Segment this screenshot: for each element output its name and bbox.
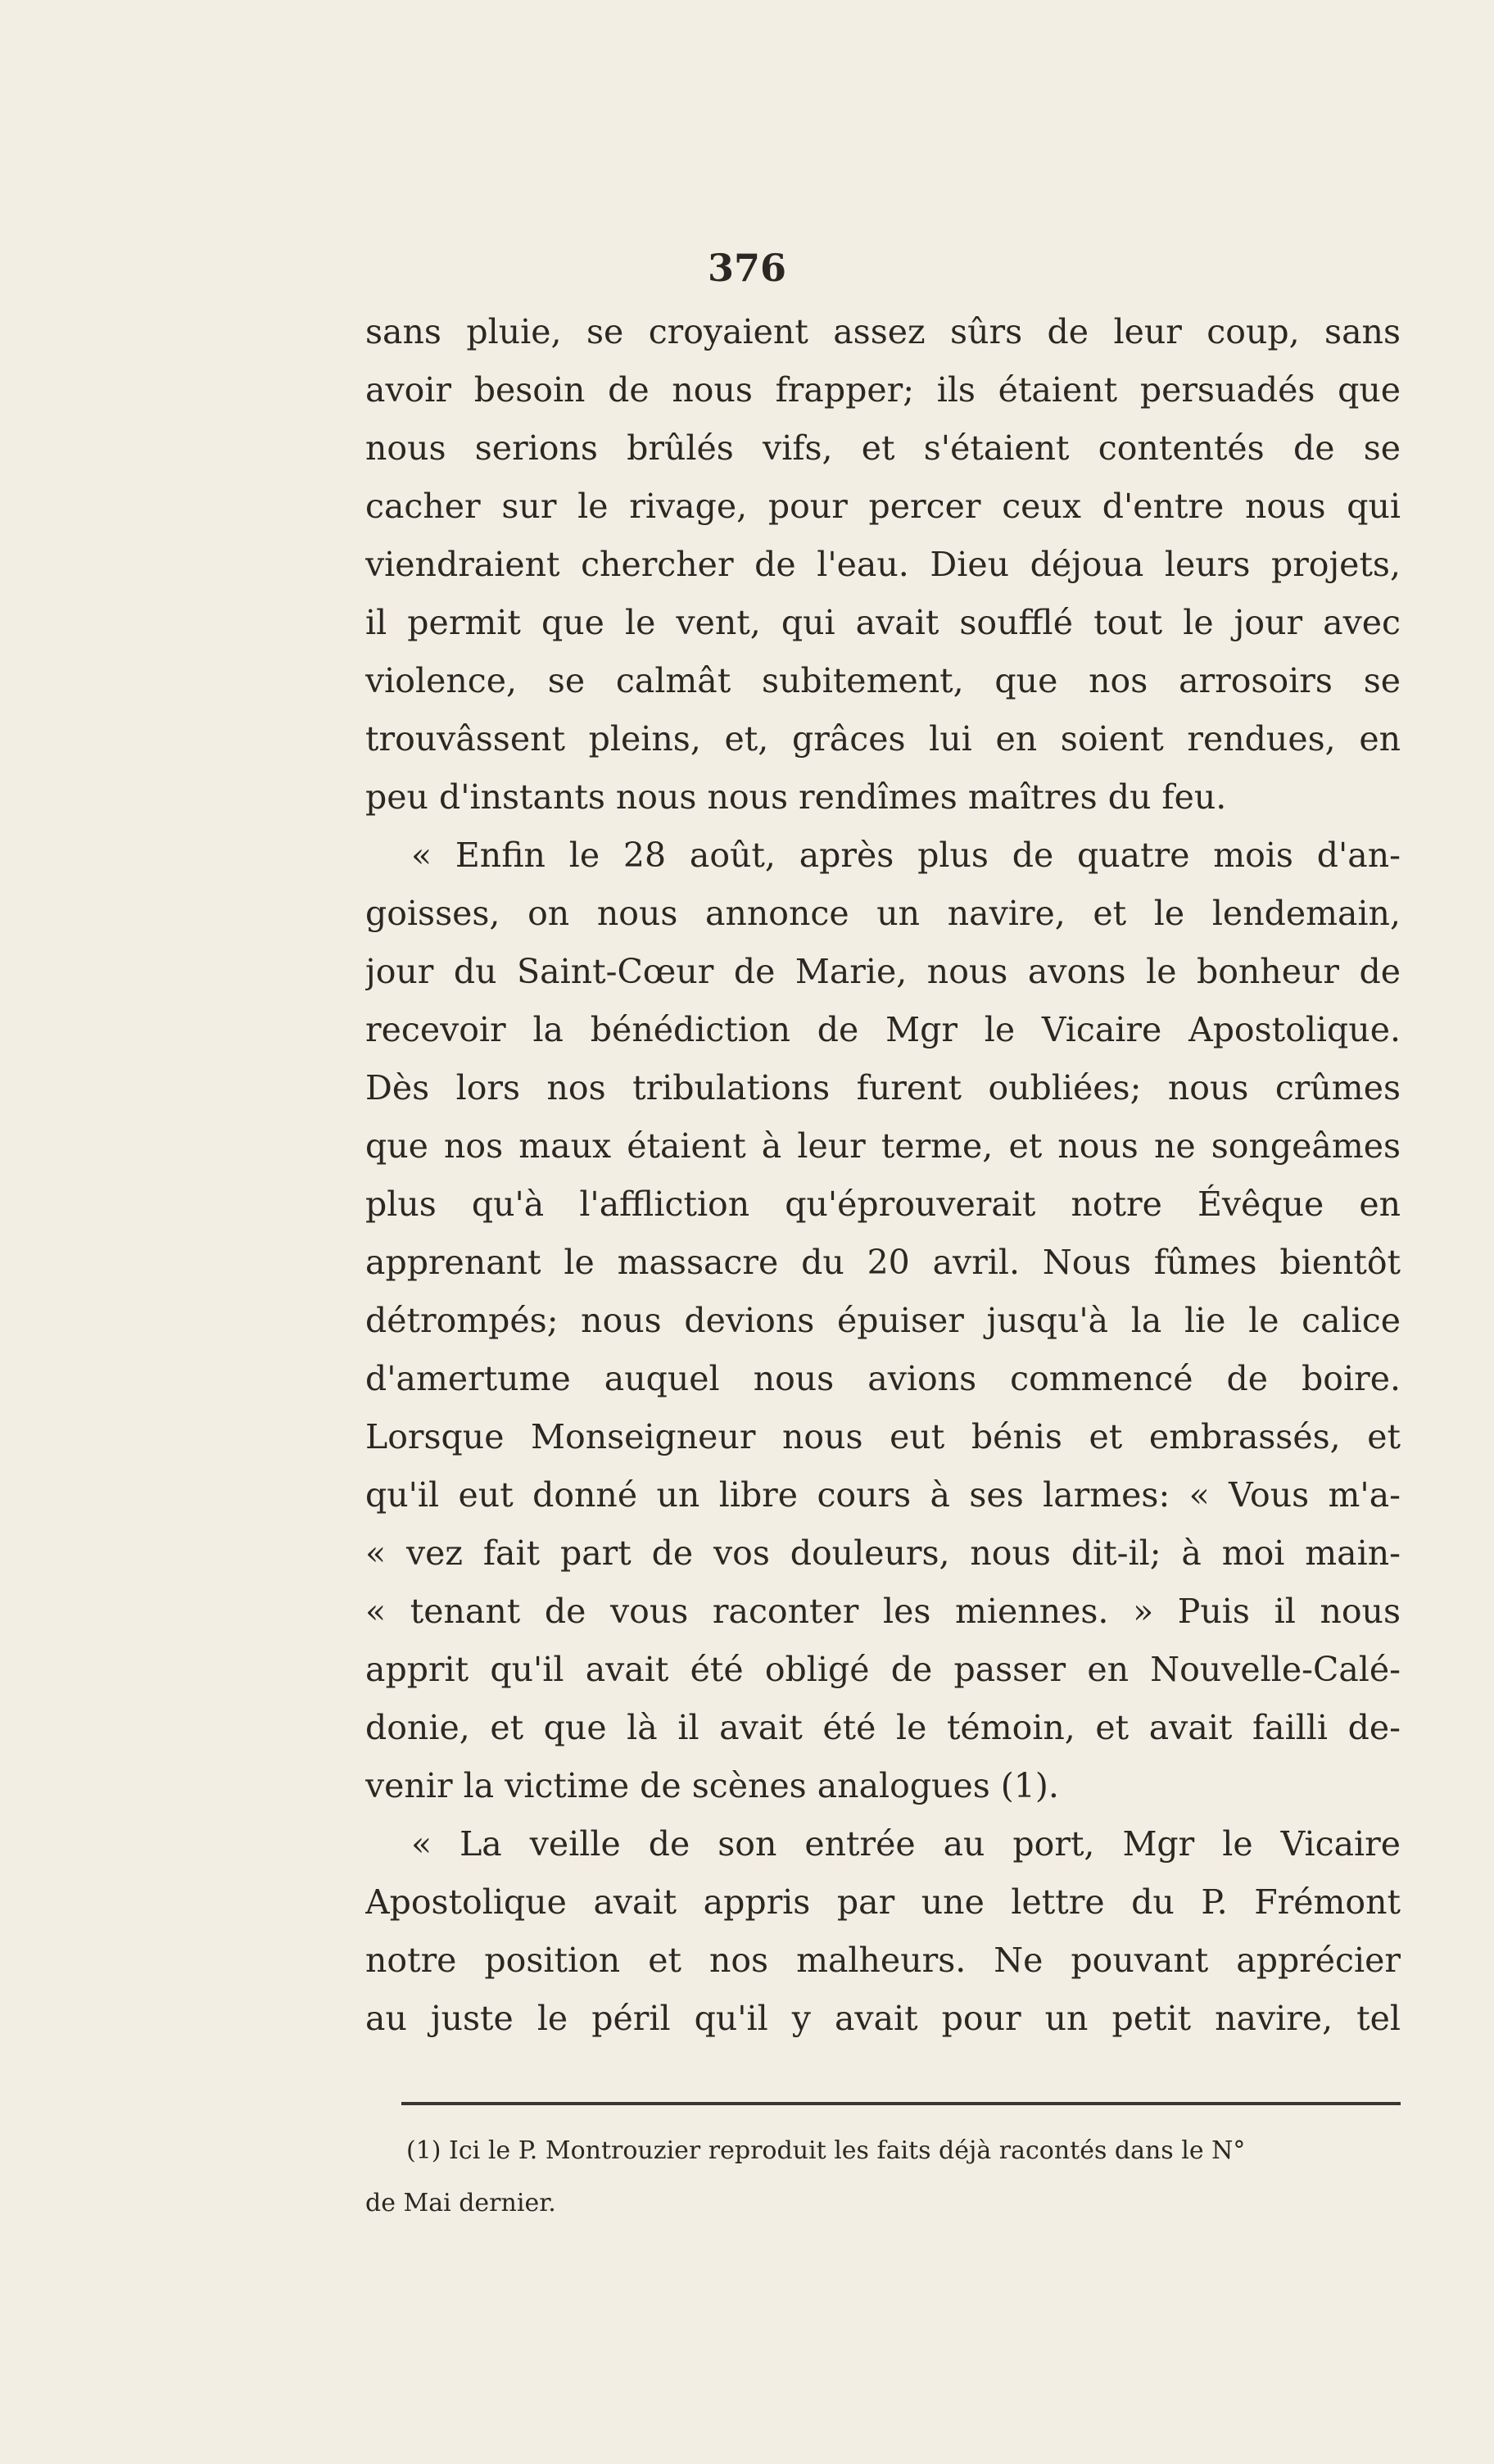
footnote-line: de Mai dernier. xyxy=(365,2189,556,2217)
text-line: Apostolique avait appris par une lettre du P. Frémont xyxy=(365,1882,1401,1922)
text-line: donie, et que là il avait été le témoin, et avait failli de- xyxy=(365,1708,1401,1747)
text-line: Dès lors nos tribulations furent oubliées; nous crûmes xyxy=(365,1068,1401,1107)
text-line: nous serions brûlés vifs, et s'étaient contentés de se xyxy=(365,428,1401,468)
footnote-line: (1) Ici le P. Montrouzier reproduit les faits déjà racontés dans le N° xyxy=(406,2136,1246,2165)
text-line: viendraient chercher de l'eau. Dieu déjoua leurs projets, xyxy=(365,545,1401,584)
text-line: Lorsque Monseigneur nous eut bénis et embrassés, et xyxy=(365,1417,1401,1456)
text-line: plus qu'à l'affliction qu'éprouverait notre Évêque en xyxy=(365,1184,1401,1224)
body-text xyxy=(365,303,1401,2048)
text-line: « vez fait part de vos douleurs, nous dit-il; à moi main- xyxy=(365,1533,1401,1573)
text-line: détrompés; nous devions épuiser jusqu'à la lie le calice xyxy=(365,1301,1401,1340)
text-line: trouvâssent pleins, et, grâces lui en soient rendues, en xyxy=(365,719,1401,759)
text-line: « La veille de son entrée au port, Mgr le Vicaire xyxy=(411,1824,1401,1864)
text-line: venir la victime de scènes analogues (1). xyxy=(365,1766,1059,1805)
text-line: peu d'instants nous nous rendîmes maîtres du feu. xyxy=(365,777,1227,817)
text-line: « Enfin le 28 août, après plus de quatre mois d'an- xyxy=(411,836,1401,875)
text-line: cacher sur le rivage, pour percer ceux d'entre nous qui xyxy=(365,487,1401,526)
text-line: jour du Saint-Cœur de Marie, nous avons le bonheur de xyxy=(365,952,1401,991)
text-line: il permit que le vent, qui avait soufflé tout le jour avec xyxy=(365,603,1401,642)
text-line: « tenant de vous raconter les miennes. » Puis il nous xyxy=(365,1592,1401,1631)
text-line: qu'il eut donné un libre cours à ses larmes: « Vous m'a- xyxy=(365,1475,1401,1515)
page-number: 376 xyxy=(707,246,787,290)
text-line: recevoir la bénédiction de Mgr le Vicaire Apostolique. xyxy=(365,1010,1401,1049)
text-line: au juste le péril qu'il y avait pour un petit navire, tel xyxy=(365,1999,1401,2038)
text-line: d'amertume auquel nous avions commencé de boire. xyxy=(365,1359,1401,1398)
text-line: notre position et nos malheurs. Ne pouvant apprécier xyxy=(365,1941,1401,1980)
text-line: sans pluie, se croyaient assez sûrs de leur coup, sans xyxy=(365,312,1401,351)
text-line: que nos maux étaient à leur terme, et nous ne songeâmes xyxy=(365,1126,1401,1166)
text-line: avoir besoin de nous frapper; ils étaient persuadés que xyxy=(365,370,1401,410)
footnote-rule xyxy=(401,2102,1401,2105)
footnote xyxy=(365,2125,1401,2230)
text-line: apprit qu'il avait été obligé de passer en Nouvelle-Calé- xyxy=(365,1650,1401,1689)
text-line: violence, se calmât subitement, que nos arrosoirs se xyxy=(365,661,1401,700)
text-line: goisses, on nous annonce un navire, et le lendemain, xyxy=(365,894,1401,933)
text-line: apprenant le massacre du 20 avril. Nous fûmes bientôt xyxy=(365,1243,1401,1282)
